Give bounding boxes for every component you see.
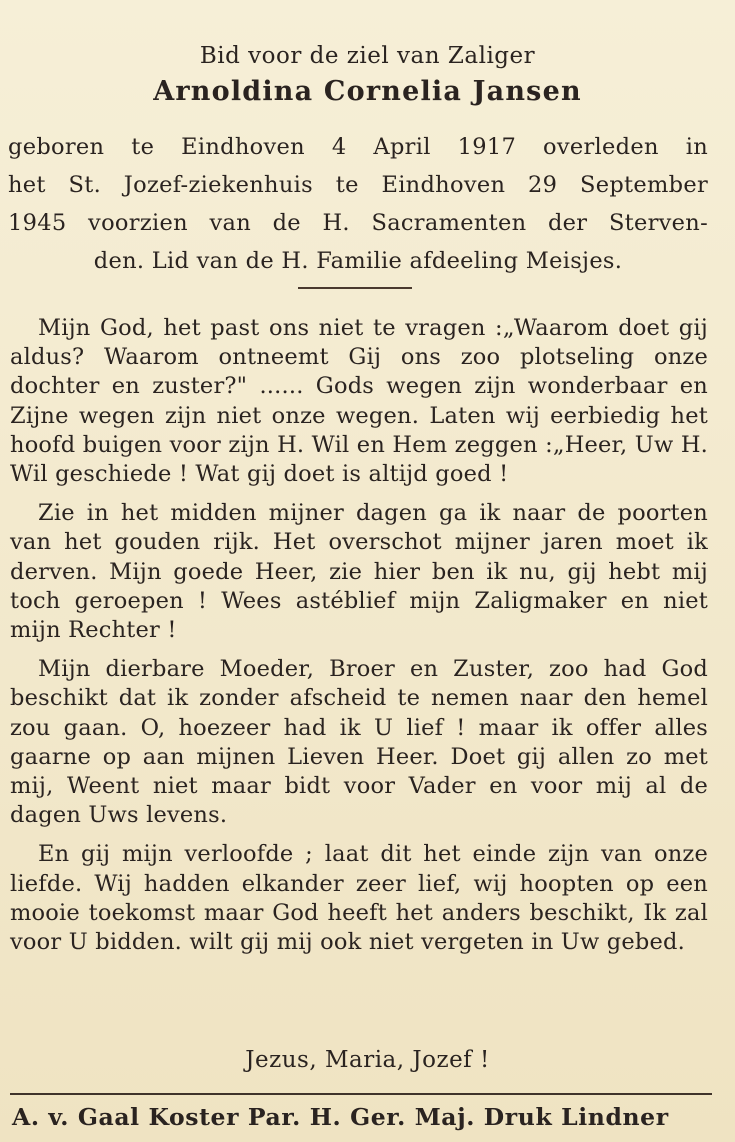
details-line-4: den. Lid van de H. Familie afdeeling Meisjes.	[93, 248, 623, 274]
paragraph-2: Zie in het midden mijner dagen ga ik naar de poorten van het gouden rijk. Het overschot mijner jaren moet ik derven. Mijn goede Heer, zie hier ben ik nu, gij hebt mij toch geroepen ! Wees astéblief mijn Zaligmaker en niet mijn Rechter !	[10, 500, 708, 644]
short-divider	[298, 287, 412, 289]
paragraph-1: Mijn God, het past ons niet te vragen :„Waarom doet gij aldus? Waarom ontneemt Gij ons zoo plotseling onze dochter en zuster?" ...... Gods wegen zijn wonderbaar en Zijne wegen zijn niet onze wegen. Laten wij eerbiedig het hoofd buigen voor zijn H. Wil en Hem zeggen :„Heer, Uw H. Wil geschiede ! Wat gij doet is altijd goed !	[10, 315, 708, 488]
details-line-3: 1945 voorzien van de H. Sacramenten der Sterven-	[8, 210, 708, 236]
card-header	[0, 40, 735, 112]
intro-line: Bid voor de ziel van Zaliger	[199, 43, 536, 69]
details-line-1: geboren te Eindhoven 4 April 1917 overleden in	[8, 134, 708, 160]
deceased-name: Arnoldina Cornelia Jansen	[153, 76, 582, 107]
prayer-text	[10, 314, 708, 967]
printer-credit: A. v. Gaal Koster Par. H. Ger. Maj. Druk Lindner	[12, 1103, 669, 1131]
details-line-2: het St. Jozef-ziekenhuis te Eindhoven 29 September	[8, 172, 708, 198]
closing-invocation: Jezus, Maria, Jozef !	[245, 1047, 490, 1073]
birth-death-details	[8, 128, 708, 280]
paragraph-4: En gij mijn verloofde ; laat dit het einde zijn van onze liefde. Wij hadden elkander zeer lief, wij hoopten op een mooie toekomst maar God heeft het anders beschikt, Ik zal voor U bidden. wilt gij mij ook niet vergeten in Uw gebed.	[10, 841, 708, 956]
paragraph-3: Mijn dierbare Moeder, Broer en Zuster, zoo had God beschikt dat ik zonder afscheid te nemen naar den hemel zou gaan. O, hoezeer had ik U lief ! maar ik offer alles gaarne op aan mijnen Lieven Heer. Doet gij allen zo met mij, Weent niet maar bidt voor Vader en voor mij al de dagen Uws levens.	[10, 656, 708, 829]
bottom-rule	[10, 1093, 712, 1095]
